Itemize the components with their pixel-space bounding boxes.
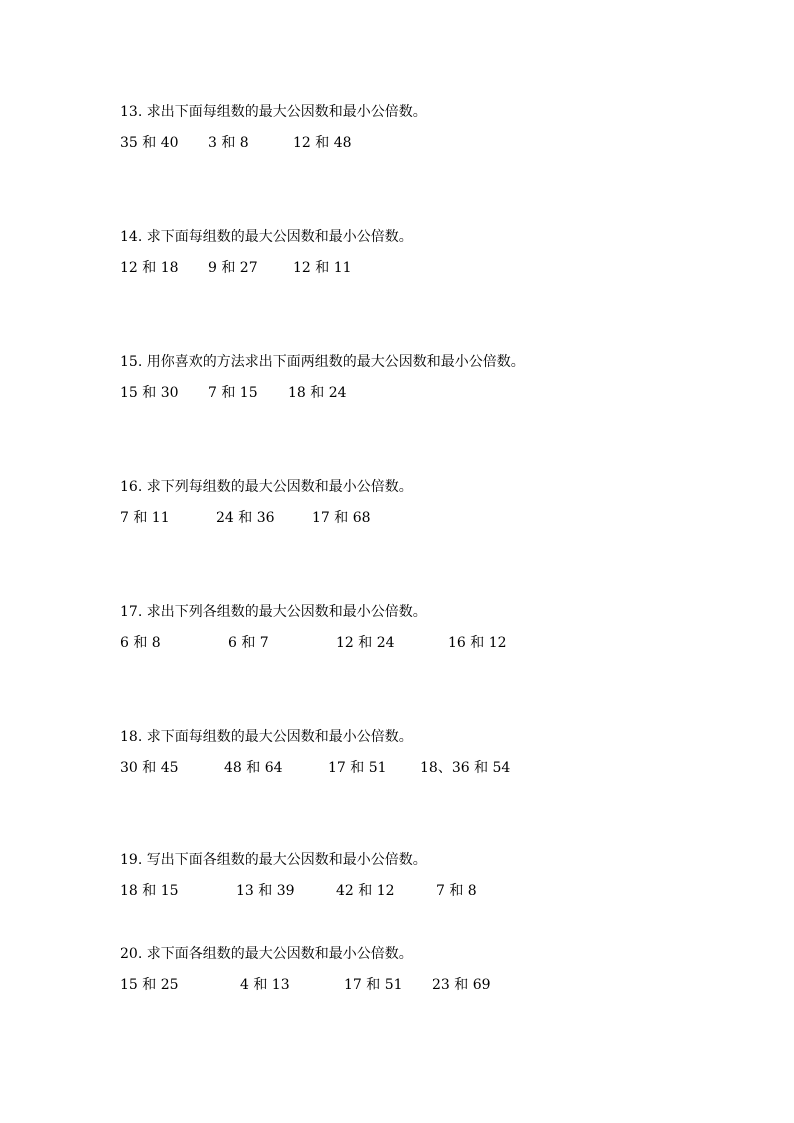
problem-13-pairs	[120, 133, 760, 153]
problem-text: 用你喜欢的方法求出下面两组数的最大公因数和最小公倍数。	[146, 354, 525, 370]
number-pair: 3 和 8	[208, 135, 249, 151]
problem-14-question	[120, 227, 760, 247]
problem-number: 14.	[120, 229, 143, 245]
problem-number: 16.	[120, 479, 143, 495]
problem-number: 20.	[120, 946, 143, 962]
problem-number: 19.	[120, 852, 143, 868]
number-pair: 6 和 7	[228, 635, 269, 651]
number-pair: 17 和 51	[344, 977, 403, 993]
problem-text: 求下面各组数的最大公因数和最小公倍数。	[146, 946, 413, 962]
problem-15-pairs	[120, 383, 760, 403]
number-pair: 9 和 27	[208, 260, 258, 276]
number-pair: 12 和 48	[293, 135, 352, 151]
problem-17-question	[120, 602, 760, 622]
problem-19	[120, 850, 760, 899]
problem-number: 17.	[120, 604, 143, 620]
problem-14	[120, 227, 760, 276]
number-pair: 12 和 18	[120, 260, 179, 276]
problem-text: 写出下面各组数的最大公因数和最小公倍数。	[146, 852, 427, 868]
problem-number: 13.	[120, 104, 143, 120]
problem-19-pairs	[120, 881, 760, 901]
number-pair: 24 和 36	[216, 510, 275, 526]
number-pair: 6 和 8	[120, 635, 161, 651]
problem-18	[120, 727, 760, 776]
problem-20	[120, 944, 760, 993]
number-pair: 42 和 12	[336, 883, 395, 899]
problem-15-question	[120, 352, 760, 372]
number-pair: 17 和 68	[312, 510, 371, 526]
number-pair: 16 和 12	[448, 635, 507, 651]
number-pair: 15 和 25	[120, 977, 179, 993]
problem-text: 求出下列各组数的最大公因数和最小公倍数。	[146, 604, 427, 620]
number-pair: 18 和 15	[120, 883, 179, 899]
number-pair: 12 和 11	[293, 260, 352, 276]
number-pair: 18、36 和 54	[420, 760, 511, 776]
number-pair: 13 和 39	[236, 883, 295, 899]
problem-text: 求下面每组数的最大公因数和最小公倍数。	[146, 229, 413, 245]
number-pair: 17 和 51	[328, 760, 387, 776]
number-pair: 18 和 24	[288, 385, 347, 401]
number-pair: 48 和 64	[224, 760, 283, 776]
problem-16	[120, 477, 760, 526]
problem-19-question	[120, 850, 760, 870]
problem-18-question	[120, 727, 760, 747]
problem-text: 求出下面每组数的最大公因数和最小公倍数。	[146, 104, 427, 120]
number-pair: 7 和 11	[120, 510, 170, 526]
problem-20-question	[120, 944, 760, 964]
number-pair: 30 和 45	[120, 760, 179, 776]
problem-18-pairs	[120, 758, 760, 778]
number-pair: 7 和 8	[436, 883, 477, 899]
problem-16-question	[120, 477, 760, 497]
problem-20-pairs	[120, 975, 760, 995]
problem-text: 求下列每组数的最大公因数和最小公倍数。	[146, 479, 413, 495]
problem-text: 求下面每组数的最大公因数和最小公倍数。	[146, 729, 413, 745]
problem-13-question	[120, 102, 760, 122]
problem-17	[120, 602, 760, 651]
number-pair: 12 和 24	[336, 635, 395, 651]
problem-15	[120, 352, 760, 401]
problem-number: 18.	[120, 729, 143, 745]
number-pair: 23 和 69	[432, 977, 491, 993]
number-pair: 7 和 15	[208, 385, 258, 401]
problem-14-pairs	[120, 258, 760, 278]
problem-16-pairs	[120, 508, 760, 528]
problem-number: 15.	[120, 354, 143, 370]
problem-13	[120, 102, 760, 151]
problem-17-pairs	[120, 633, 760, 653]
number-pair: 4 和 13	[240, 977, 290, 993]
number-pair: 35 和 40	[120, 135, 179, 151]
number-pair: 15 和 30	[120, 385, 179, 401]
